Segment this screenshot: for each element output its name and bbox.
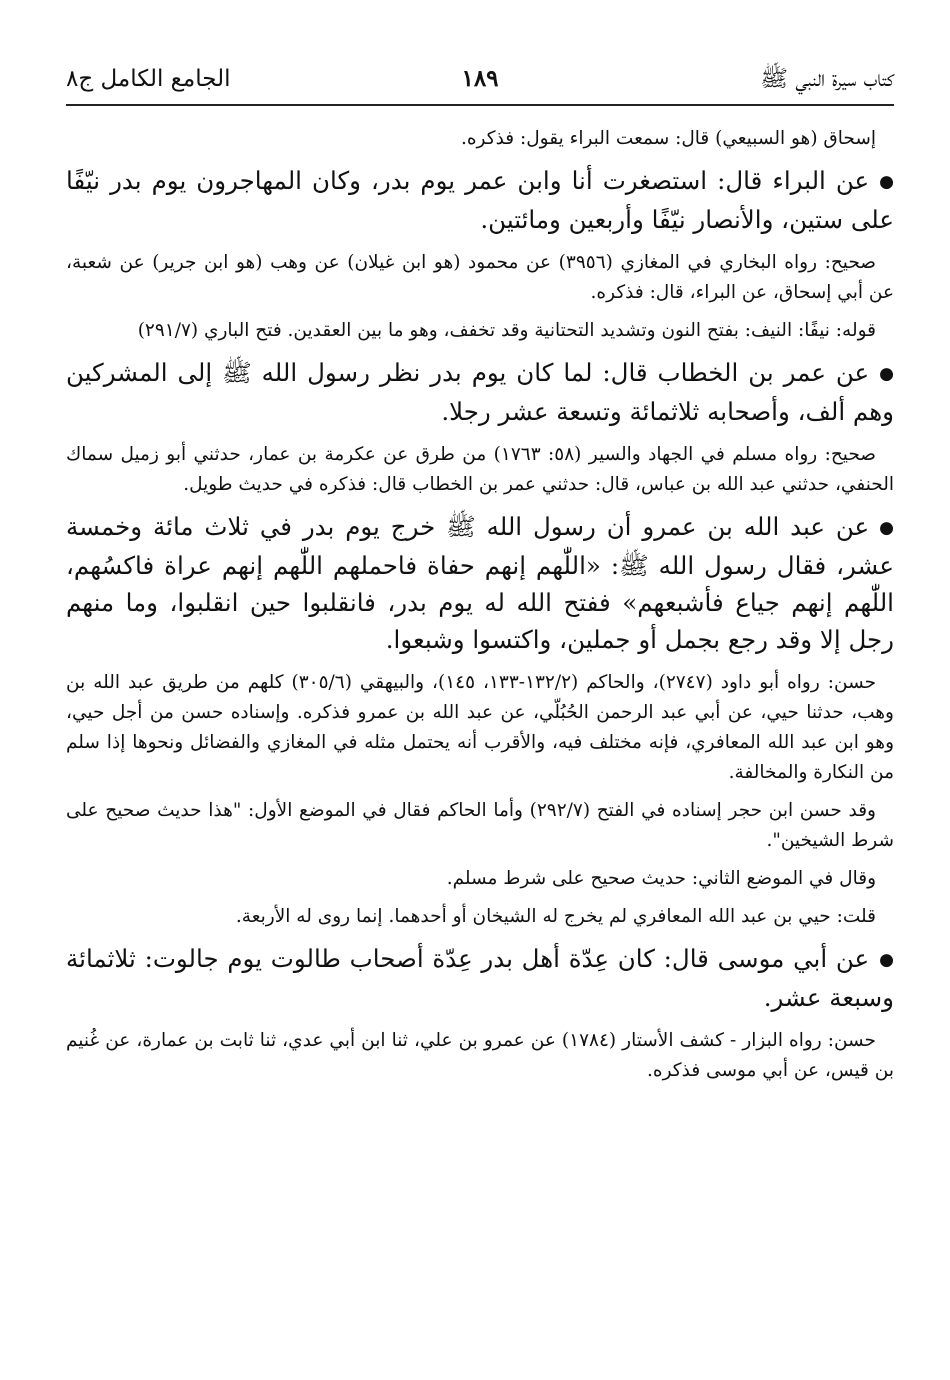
paragraph-text: حسن: رواه البزار - كشف الأستار (١٧٨٤) عن عمرو بن علي، ثنا ابن أبي عدي، ثنا ثابت بن عمارة، عن غُنيم بن قيس، عن أبي موسى فذكره. <box>66 1030 894 1081</box>
hadith-paragraph <box>66 354 894 430</box>
note-paragraph <box>66 902 894 932</box>
paragraph-text: إسحاق (هو السبيعي) قال: سمعت البراء يقول: فذكره. <box>460 128 876 149</box>
paragraph-text: عن عبد الله بن عمرو أن رسول الله ﷺ خرج يوم بدر في ثلاث مائة وخمسة عشر، فقال رسول الله ﷺ: «اللّٰهم إنهم حفاة فاحملهم اللّٰهم إنهم عراة فاكسُهم، اللّٰهم إنهم جياع فأشبعهم» ففتح الله له يوم بدر، فانقلبوا حين انقلبوا، وما منهم رجل إلا وقد رجع بجمل أو جملين، واكتسوا وشبعوا. <box>66 512 894 654</box>
hadith-paragraph <box>66 940 894 1016</box>
note-paragraph <box>66 440 894 500</box>
note-paragraph <box>66 316 894 346</box>
book-title: كتاب سيرة النبي ﷺ <box>760 66 894 92</box>
hadith-paragraph <box>66 162 894 238</box>
hadith-paragraph <box>66 508 894 658</box>
paragraph-text: وقال في الموضع الثاني: حديث صحيح على شرط مسلم. <box>446 868 876 889</box>
paragraph-text: قلت: حيي بن عبد الله المعافري لم يخرج له الشيخان أو أحدهما. إنما روى له الأربعة. <box>235 906 876 927</box>
paragraph-text: عن البراء قال: استصغرت أنا وابن عمر يوم بدر، وكان المهاجرون يوم بدر نيّفًا على ستين، والأنصار نيّفًا وأربعين ومائتين. <box>66 166 894 234</box>
page-header <box>66 64 894 106</box>
page-body <box>66 124 894 1094</box>
page-number: ١٨٩ <box>461 65 499 92</box>
note-paragraph <box>66 248 894 308</box>
note-paragraph <box>66 668 894 788</box>
paragraph-text: صحيح: رواه البخاري في المغازي (٣٩٥٦) عن محمود (هو ابن غيلان) عن وهب (هو ابن جرير) عن شعبة، عن أبي إسحاق، عن البراء، قال: فذكره. <box>66 252 894 303</box>
bullet-icon: ● <box>879 950 894 970</box>
paragraph-text: وقد حسن ابن حجر إسناده في الفتح (٢٩٢/٧) وأما الحاكم فقال في الموضع الأول: "هذا حديث صحيح على شرط الشيخين". <box>66 800 894 851</box>
bullet-icon: ● <box>879 364 894 384</box>
paragraph-text: حسن: رواه أبو داود (٢٧٤٧)، والحاكم (١٣٢/٢-١٣٣، ١٤٥)، والبيهقي (٣٠٥/٦) كلهم من طريق عبد الله بن وهب، حدثنا حيي، عن أبي عبد الرحمن الحُبُلّي، عن عبد الله بن عمرو فذكره. وإسناده حسن من أجل حيي، وهو ابن عبد الله المعافري، فإنه مختلف فيه، والأقرب أنه يحتمل مثله في المغازي والفضائل ونحوها إذا سلم من النكارة والمخالفة. <box>66 672 894 783</box>
paragraph-text: عن عمر بن الخطاب قال: لما كان يوم بدر نظر رسول الله ﷺ إلى المشركين وهم ألف، وأصحابه ثلاثمائة وتسعة عشر رجلا. <box>66 358 894 426</box>
paragraph-text: صحيح: رواه مسلم في الجهاد والسير (٥٨: ١٧٦٣) من طرق عن عكرمة بن عمار، حدثني أبو زميل سماك الحنفي، حدثني عبد الله بن عباس، قال: حدثني عمر بن الخطاب قال: فذكره في حديث طويل. <box>66 444 894 495</box>
paragraph-text: عن أبي موسى قال: كان عِدّة أهل بدر عِدّة أصحاب طالوت يوم جالوت: ثلاثمائة وسبعة عشر. <box>66 944 894 1012</box>
note-paragraph <box>66 864 894 894</box>
volume-title: الجامع الكامل ج٨ <box>66 66 231 92</box>
bullet-icon: ● <box>879 172 895 192</box>
note-paragraph <box>66 796 894 856</box>
note-paragraph <box>66 124 894 154</box>
bullet-icon: ● <box>879 518 894 538</box>
paragraph-text: قوله: نيفًا: النيف: بفتح النون وتشديد التحتانية وقد تخفف، وهو ما بين العقدين. فتح الباري (٢٩١/٧) <box>137 320 876 341</box>
note-paragraph <box>66 1026 894 1086</box>
